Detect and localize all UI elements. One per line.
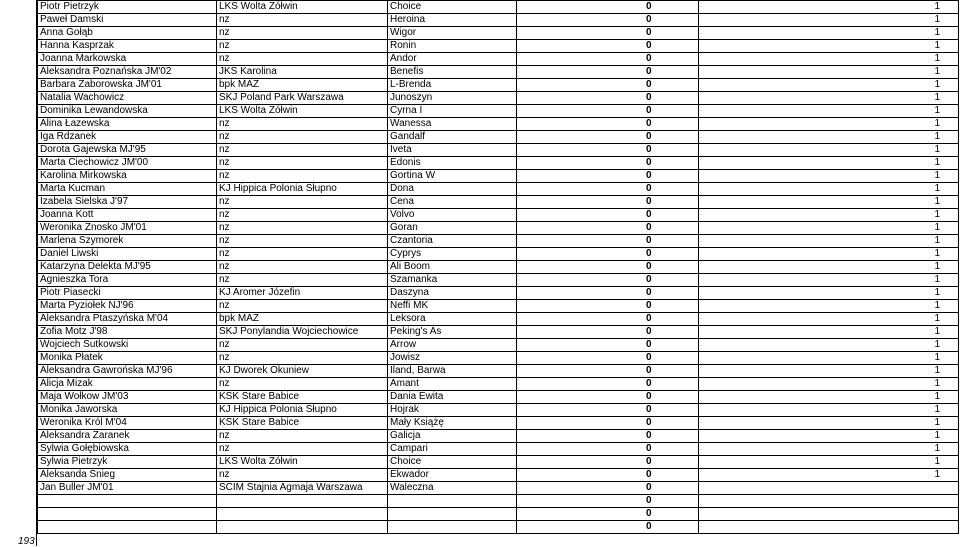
table-row bbox=[38, 66, 959, 79]
club-cell: nz bbox=[217, 248, 388, 261]
club-cell: KJ Hippica Polonia Słupno bbox=[217, 183, 388, 196]
club-cell: JKS Karolina bbox=[217, 66, 388, 79]
faults-cell: 0 bbox=[517, 92, 699, 105]
club-cell: nz bbox=[217, 157, 388, 170]
club-cell: nz bbox=[217, 300, 388, 313]
result-cell: 1 bbox=[699, 326, 959, 339]
club-cell: SKJ Ponylandia Wojciechowice bbox=[217, 326, 388, 339]
rider-cell: Jan Buller JM'01 bbox=[38, 482, 217, 495]
result-cell: 1 bbox=[699, 378, 959, 391]
result-cell: 1 bbox=[699, 443, 959, 456]
horse-cell bbox=[388, 495, 517, 508]
rider-cell: Dorota Gajewska MJ'95 bbox=[38, 144, 217, 157]
result-cell: 1 bbox=[699, 456, 959, 469]
rider-cell: Agnieszka Tora bbox=[38, 274, 217, 287]
rider-cell: Sylwia Pietrzyk bbox=[38, 456, 217, 469]
table-row bbox=[38, 157, 959, 170]
horse-cell: Ronin bbox=[388, 40, 517, 53]
rider-cell: Iga Rdzanek bbox=[38, 131, 217, 144]
table-row bbox=[38, 53, 959, 66]
horse-cell: Mały Książę bbox=[388, 417, 517, 430]
horse-cell: Benefis bbox=[388, 66, 517, 79]
result-cell: 1 bbox=[699, 339, 959, 352]
horse-cell: Arrow bbox=[388, 339, 517, 352]
result-cell: 1 bbox=[699, 352, 959, 365]
horse-cell: Szamanka bbox=[388, 274, 517, 287]
club-cell: nz bbox=[217, 430, 388, 443]
club-cell: KJ Aromer Józefin bbox=[217, 287, 388, 300]
result-cell: 1 bbox=[699, 209, 959, 222]
table-row bbox=[38, 287, 959, 300]
rider-cell: Joanna Markowska bbox=[38, 53, 217, 66]
result-cell bbox=[699, 482, 959, 495]
table-row bbox=[38, 430, 959, 443]
rider-cell: Daniel Liwski bbox=[38, 248, 217, 261]
faults-cell: 0 bbox=[517, 131, 699, 144]
table-row bbox=[38, 313, 959, 326]
faults-cell: 0 bbox=[517, 417, 699, 430]
horse-cell: Cyprys bbox=[388, 248, 517, 261]
result-cell: 1 bbox=[699, 235, 959, 248]
page-number: 193 bbox=[18, 536, 35, 547]
faults-cell: 0 bbox=[517, 183, 699, 196]
rider-cell: Paweł Damski bbox=[38, 14, 217, 27]
faults-cell: 0 bbox=[517, 508, 699, 521]
table-row bbox=[38, 495, 959, 508]
faults-cell: 0 bbox=[517, 209, 699, 222]
rider-cell: Monika Jaworska bbox=[38, 404, 217, 417]
club-cell: nz bbox=[217, 196, 388, 209]
faults-cell: 0 bbox=[517, 235, 699, 248]
horse-cell: Volvo bbox=[388, 209, 517, 222]
faults-cell: 0 bbox=[517, 300, 699, 313]
result-cell: 1 bbox=[699, 196, 959, 209]
table-row bbox=[38, 1, 959, 14]
club-cell: LKS Wolta Żółwin bbox=[217, 1, 388, 14]
faults-cell: 0 bbox=[517, 521, 699, 534]
result-cell bbox=[699, 495, 959, 508]
rider-cell: Katarzyna Delekta MJ'95 bbox=[38, 261, 217, 274]
table-row bbox=[38, 365, 959, 378]
result-cell: 1 bbox=[699, 170, 959, 183]
result-cell: 1 bbox=[699, 222, 959, 235]
faults-cell: 0 bbox=[517, 287, 699, 300]
result-cell: 1 bbox=[699, 131, 959, 144]
result-cell: 1 bbox=[699, 404, 959, 417]
faults-cell: 0 bbox=[517, 443, 699, 456]
result-cell: 1 bbox=[699, 1, 959, 14]
result-cell: 1 bbox=[699, 157, 959, 170]
horse-cell: Choice bbox=[388, 1, 517, 14]
table-row bbox=[38, 417, 959, 430]
table-row bbox=[38, 118, 959, 131]
faults-cell: 0 bbox=[517, 27, 699, 40]
horse-cell: Ekwador bbox=[388, 469, 517, 482]
horse-cell: Amant bbox=[388, 378, 517, 391]
horse-cell: Peking's As bbox=[388, 326, 517, 339]
result-cell: 1 bbox=[699, 27, 959, 40]
table-row bbox=[38, 79, 959, 92]
result-cell: 1 bbox=[699, 105, 959, 118]
result-cell bbox=[699, 508, 959, 521]
club-cell: nz bbox=[217, 131, 388, 144]
table-row bbox=[38, 404, 959, 417]
club-cell: nz bbox=[217, 261, 388, 274]
horse-cell: Wanessa bbox=[388, 118, 517, 131]
faults-cell: 0 bbox=[517, 313, 699, 326]
horse-cell: Dona bbox=[388, 183, 517, 196]
horse-cell bbox=[388, 508, 517, 521]
rider-cell: Marta Pyziołek NJ'96 bbox=[38, 300, 217, 313]
result-cell bbox=[699, 521, 959, 534]
faults-cell: 0 bbox=[517, 66, 699, 79]
club-cell: nz bbox=[217, 378, 388, 391]
club-cell: KJ Dworek Okuniew bbox=[217, 365, 388, 378]
faults-cell: 0 bbox=[517, 170, 699, 183]
club-cell: nz bbox=[217, 222, 388, 235]
club-cell: bpk MAZ bbox=[217, 313, 388, 326]
rider-cell: Natalia Wachowicz bbox=[38, 92, 217, 105]
horse-cell: Choice bbox=[388, 456, 517, 469]
club-cell bbox=[217, 521, 388, 534]
club-cell: nz bbox=[217, 53, 388, 66]
club-cell: nz bbox=[217, 339, 388, 352]
rider-cell: Dominika Lewandowska bbox=[38, 105, 217, 118]
horse-cell: L-Brenda bbox=[388, 79, 517, 92]
table-row bbox=[38, 352, 959, 365]
result-cell: 1 bbox=[699, 79, 959, 92]
rider-cell: Hanna Kasprzak bbox=[38, 40, 217, 53]
club-cell: nz bbox=[217, 235, 388, 248]
rider-cell: Marta Ciechowicz JM'00 bbox=[38, 157, 217, 170]
table-row bbox=[38, 482, 959, 495]
result-cell: 1 bbox=[699, 144, 959, 157]
club-cell: nz bbox=[217, 469, 388, 482]
table-row bbox=[38, 131, 959, 144]
result-cell: 1 bbox=[699, 430, 959, 443]
faults-cell: 0 bbox=[517, 469, 699, 482]
horse-cell: Gortina W bbox=[388, 170, 517, 183]
result-cell: 1 bbox=[699, 469, 959, 482]
horse-cell: Leksora bbox=[388, 313, 517, 326]
faults-cell: 0 bbox=[517, 391, 699, 404]
faults-cell: 0 bbox=[517, 430, 699, 443]
table-row bbox=[38, 235, 959, 248]
result-cell: 1 bbox=[699, 92, 959, 105]
result-cell: 1 bbox=[699, 274, 959, 287]
table-row bbox=[38, 248, 959, 261]
horse-cell: Junoszyn bbox=[388, 92, 517, 105]
table-row bbox=[38, 27, 959, 40]
faults-cell: 0 bbox=[517, 118, 699, 131]
rider-cell: Marlena Szymorek bbox=[38, 235, 217, 248]
rider-cell: Aleksandra Poznańska JM'02 bbox=[38, 66, 217, 79]
table-row bbox=[38, 261, 959, 274]
club-cell: LKS Wolta Żółwin bbox=[217, 105, 388, 118]
table-row bbox=[38, 196, 959, 209]
club-cell: LKS Wolta Żółwin bbox=[217, 456, 388, 469]
faults-cell: 0 bbox=[517, 1, 699, 14]
club-cell: nz bbox=[217, 443, 388, 456]
result-cell: 1 bbox=[699, 118, 959, 131]
result-cell: 1 bbox=[699, 417, 959, 430]
rider-cell: Piotr Piasecki bbox=[38, 287, 217, 300]
faults-cell: 0 bbox=[517, 105, 699, 118]
club-cell: KSK Stare Babice bbox=[217, 391, 388, 404]
rider-cell: Joanna Kott bbox=[38, 209, 217, 222]
club-cell: nz bbox=[217, 209, 388, 222]
faults-cell: 0 bbox=[517, 248, 699, 261]
club-cell: KJ Hippica Polonia Słupno bbox=[217, 404, 388, 417]
table-row bbox=[38, 170, 959, 183]
table-row bbox=[38, 456, 959, 469]
horse-cell: Neffi MK bbox=[388, 300, 517, 313]
horse-cell: Galicja bbox=[388, 430, 517, 443]
horse-cell: Edonis bbox=[388, 157, 517, 170]
table-row bbox=[38, 105, 959, 118]
horse-cell: Cyrna I bbox=[388, 105, 517, 118]
horse-cell: Jowisz bbox=[388, 352, 517, 365]
table-row bbox=[38, 469, 959, 482]
rider-cell: Maja Wołkow JM'03 bbox=[38, 391, 217, 404]
horse-cell: Czantoria bbox=[388, 235, 517, 248]
club-cell: nz bbox=[217, 27, 388, 40]
faults-cell: 0 bbox=[517, 365, 699, 378]
rider-cell: Anna Gołąb bbox=[38, 27, 217, 40]
rider-cell: Weronika Znosko JM'01 bbox=[38, 222, 217, 235]
faults-cell: 0 bbox=[517, 40, 699, 53]
club-cell: nz bbox=[217, 14, 388, 27]
faults-cell: 0 bbox=[517, 157, 699, 170]
club-cell: nz bbox=[217, 144, 388, 157]
table-row bbox=[38, 443, 959, 456]
faults-cell: 0 bbox=[517, 274, 699, 287]
club-cell bbox=[217, 508, 388, 521]
horse-cell: Iland, Barwa bbox=[388, 365, 517, 378]
horse-cell: Iveta bbox=[388, 144, 517, 157]
faults-cell: 0 bbox=[517, 456, 699, 469]
faults-cell: 0 bbox=[517, 14, 699, 27]
horse-cell: Daszyna bbox=[388, 287, 517, 300]
faults-cell: 0 bbox=[517, 404, 699, 417]
table-row bbox=[38, 209, 959, 222]
result-cell: 1 bbox=[699, 365, 959, 378]
horse-cell: Cena bbox=[388, 196, 517, 209]
faults-cell: 0 bbox=[517, 261, 699, 274]
result-cell: 1 bbox=[699, 53, 959, 66]
rider-cell: Karolina Mirkowska bbox=[38, 170, 217, 183]
rider-cell: Sylwia Gołębiowska bbox=[38, 443, 217, 456]
horse-cell: Campari bbox=[388, 443, 517, 456]
rider-cell: Aleksandra Ptaszyńska M'04 bbox=[38, 313, 217, 326]
horse-cell: Goran bbox=[388, 222, 517, 235]
club-cell: bpk MAZ bbox=[217, 79, 388, 92]
faults-cell: 0 bbox=[517, 222, 699, 235]
rider-cell: Aleksandra Gawrońska MJ'96 bbox=[38, 365, 217, 378]
rider-cell bbox=[38, 521, 217, 534]
horse-cell: Waleczna bbox=[388, 482, 517, 495]
faults-cell: 0 bbox=[517, 339, 699, 352]
result-cell: 1 bbox=[699, 391, 959, 404]
table-row bbox=[38, 300, 959, 313]
club-cell: nz bbox=[217, 118, 388, 131]
faults-cell: 0 bbox=[517, 79, 699, 92]
result-cell: 1 bbox=[699, 40, 959, 53]
horse-cell: Wigor bbox=[388, 27, 517, 40]
rider-cell: Zofia Motz J'98 bbox=[38, 326, 217, 339]
table-row bbox=[38, 14, 959, 27]
faults-cell: 0 bbox=[517, 53, 699, 66]
rider-cell: Barbara Zaborowska JM'01 bbox=[38, 79, 217, 92]
table-row bbox=[38, 326, 959, 339]
faults-cell: 0 bbox=[517, 196, 699, 209]
club-cell: SCIM Stajnia Agmaja Warszawa bbox=[217, 482, 388, 495]
rider-cell: Alina Łazewska bbox=[38, 118, 217, 131]
result-cell: 1 bbox=[699, 183, 959, 196]
table-row bbox=[38, 378, 959, 391]
faults-cell: 0 bbox=[517, 482, 699, 495]
table-row bbox=[38, 339, 959, 352]
table-row bbox=[38, 144, 959, 157]
club-cell: nz bbox=[217, 170, 388, 183]
rider-cell bbox=[38, 495, 217, 508]
results-table-body bbox=[38, 1, 959, 534]
faults-cell: 0 bbox=[517, 144, 699, 157]
faults-cell: 0 bbox=[517, 378, 699, 391]
rider-cell: Piotr Pietrzyk bbox=[38, 1, 217, 14]
table-row bbox=[38, 274, 959, 287]
result-cell: 1 bbox=[699, 287, 959, 300]
horse-cell: Gandalf bbox=[388, 131, 517, 144]
result-cell: 1 bbox=[699, 261, 959, 274]
club-cell: nz bbox=[217, 274, 388, 287]
result-cell: 1 bbox=[699, 248, 959, 261]
rider-cell: Aleksandra Zaranek bbox=[38, 430, 217, 443]
table-row bbox=[38, 92, 959, 105]
result-cell: 1 bbox=[699, 300, 959, 313]
rider-cell: Aleksanda Śnieg bbox=[38, 469, 217, 482]
horse-cell bbox=[388, 521, 517, 534]
rider-cell bbox=[38, 508, 217, 521]
table-row bbox=[38, 521, 959, 534]
faults-cell: 0 bbox=[517, 326, 699, 339]
result-cell: 1 bbox=[699, 66, 959, 79]
rider-cell: Izabela Sielska J'97 bbox=[38, 196, 217, 209]
rider-cell: Marta Kucman bbox=[38, 183, 217, 196]
horse-cell: Ali Boom bbox=[388, 261, 517, 274]
horse-cell: Heroina bbox=[388, 14, 517, 27]
faults-cell: 0 bbox=[517, 495, 699, 508]
horse-cell: Andor bbox=[388, 53, 517, 66]
club-cell bbox=[217, 495, 388, 508]
table-row bbox=[38, 508, 959, 521]
club-cell: nz bbox=[217, 40, 388, 53]
result-cell: 1 bbox=[699, 313, 959, 326]
table-row bbox=[38, 183, 959, 196]
table-row bbox=[38, 222, 959, 235]
rider-cell: Wojciech Sutkowski bbox=[38, 339, 217, 352]
club-cell: SKJ Poland Park Warszawa bbox=[217, 92, 388, 105]
table-row bbox=[38, 40, 959, 53]
horse-cell: Hojrak bbox=[388, 404, 517, 417]
faults-cell: 0 bbox=[517, 352, 699, 365]
rider-cell: Monika Płatek bbox=[38, 352, 217, 365]
table-row bbox=[38, 391, 959, 404]
club-cell: KSK Stare Babice bbox=[217, 417, 388, 430]
results-table bbox=[37, 0, 959, 534]
horse-cell: Dania Ewita bbox=[388, 391, 517, 404]
rider-cell: Alicja Mizak bbox=[38, 378, 217, 391]
result-cell: 1 bbox=[699, 14, 959, 27]
rider-cell: Weronika Król M'04 bbox=[38, 417, 217, 430]
club-cell: nz bbox=[217, 352, 388, 365]
